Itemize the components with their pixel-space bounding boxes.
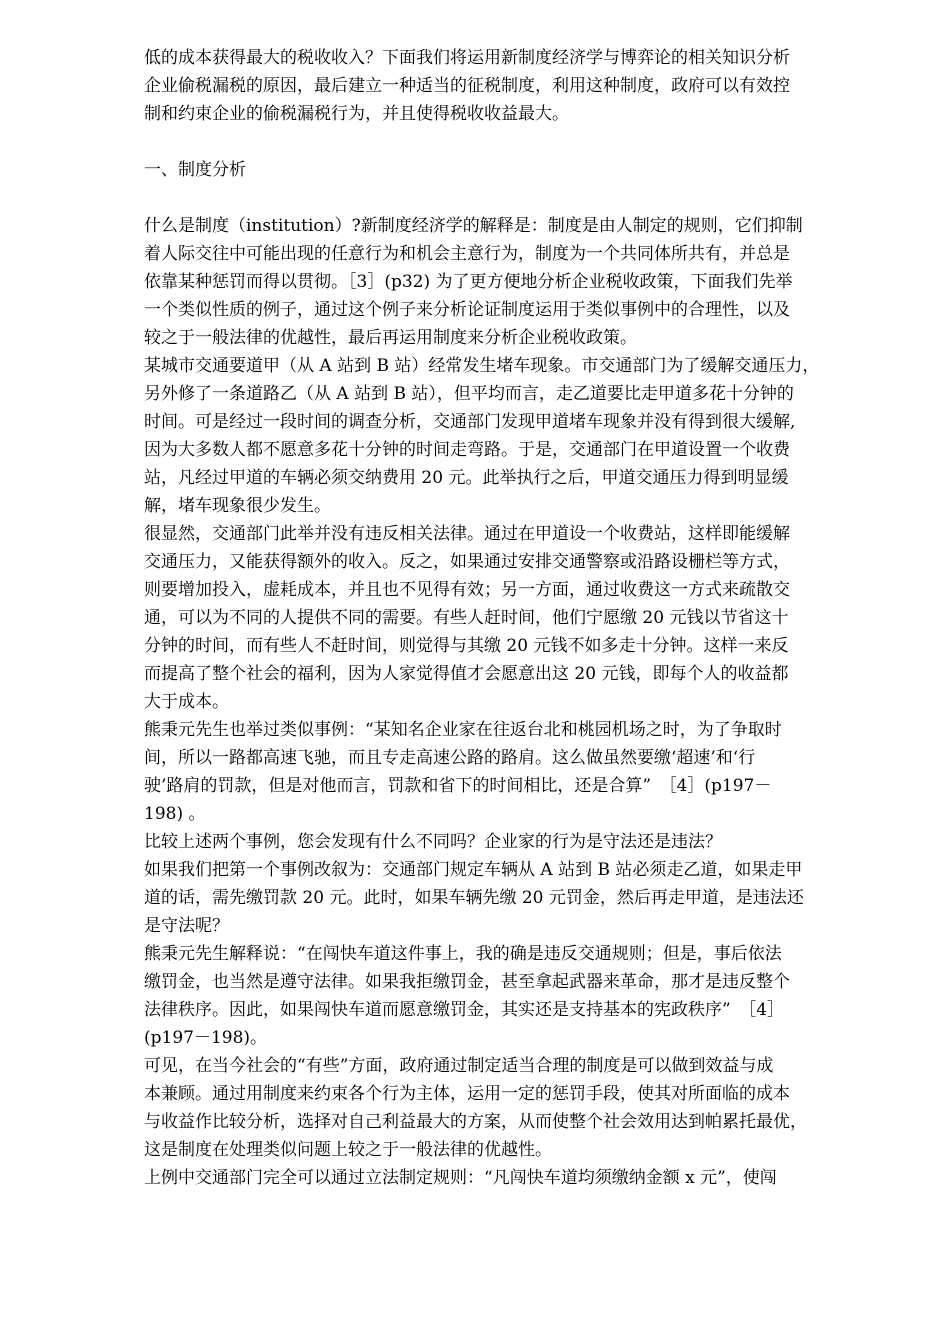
text-line: 依靠某种惩罚而得以贯彻。［3］(p32) 为了更方便地分析企业税收政策，下面我们先举 xyxy=(144,272,793,292)
text-line: 熊秉元先生解释说：“在闯快车道这件事上，我的确是违反交通规则；但是，事后依法 xyxy=(144,944,782,964)
text-line: 企业偷税漏税的原因，最后建立一种适当的征税制度，利用这种制度，政府可以有效控 xyxy=(144,76,790,96)
spacer xyxy=(144,184,889,212)
text-line: 上例中交通部门完全可以通过立法制定规则：“凡闯快车道均须缴纳金额 x 元”，使闯 xyxy=(144,1168,777,1188)
text-line: 什么是制度（institution）?新制度经济学的解释是：制度是由人制定的规则，它们抑制 xyxy=(144,216,803,236)
text-line: 很显然，交通部门此举并没有违反相关法律。通过在甲道设一个收费站，这样即能缓解 xyxy=(144,524,790,544)
text-line: 是守法呢？ xyxy=(144,916,229,936)
text-line: 驶’路肩的罚款，但是对他而言，罚款和省下的时间相比，还是合算” ［4］(p197－ xyxy=(144,776,772,796)
text-line: 解，堵车现象很少发生。 xyxy=(144,496,331,516)
text-line: 因为大多数人都不愿意多花十分钟的时间走弯路。于是，交通部门在甲道设置一个收费 xyxy=(144,440,790,460)
text-line: 分钟的时间，而有些人不赶时间，则觉得与其缴 20 元钱不如多走十分钟。这样一来反 xyxy=(144,636,789,656)
paragraph-rule-proposal xyxy=(144,1164,889,1192)
paragraph-xiong-explanation xyxy=(144,940,889,1052)
paragraph-comparison-question xyxy=(144,828,889,856)
text-line: 较之于一般法律的优越性，最后再运用制度来分析企业税收政策。 xyxy=(144,328,637,348)
paragraph-restated-example xyxy=(144,856,889,940)
text-line: 交通压力，又能获得额外的收入。反之，如果通过安排交通警察或沿路设栅栏等方式， xyxy=(144,552,790,572)
text-line: 本兼顾。通过用制度来约束各个行为主体，运用一定的惩罚手段，使其对所面临的成本 xyxy=(144,1084,790,1104)
text-line: 法律秩序。因此，如果闯快车道而愿意缴罚金，其实还是支持基本的宪政秩序” ［4］ xyxy=(144,1000,785,1020)
text-line: 如果我们把第一个事例改叙为：交通部门规定车辆从 A 站到 B 站必须走乙道，如果走甲 xyxy=(144,860,803,880)
text-line: 一个类似性质的例子，通过这个例子来分析论证制度运用于类似事例中的合理性，以及 xyxy=(144,300,790,320)
text-line: 这是制度在处理类似问题上较之于一般法律的优越性。 xyxy=(144,1140,552,1160)
text-line: 道的话，需先缴罚款 20 元。此时，如果车辆先缴 20 元罚金，然后再走甲道，是违法还 xyxy=(144,888,804,908)
text-line: 缴罚金，也当然是遵守法律。如果我拒缴罚金，甚至拿起武器来革命，那才是违反整个 xyxy=(144,972,790,992)
document-page xyxy=(144,44,889,1192)
text-line: 则要增加投入，虚耗成本，并且也不见得有效；另一方面，通过收费这一方式来疏散交 xyxy=(144,580,790,600)
text-line: 间，所以一路都高速飞驰，而且专走高速公路的路肩。这么做虽然要缴‘超速’和‘行 xyxy=(144,748,756,768)
text-line: 可见，在当今社会的“有些”方面，政府通过制定适当合理的制度是可以做到效益与成 xyxy=(144,1056,774,1076)
spacer xyxy=(144,128,889,156)
section-heading: 一、制度分析 xyxy=(144,160,246,180)
text-line: 时间。可是经过一段时间的调查分析，交通部门发现甲道堵车现象并没有得到很大缓解, xyxy=(144,412,796,432)
text-line: 198) 。 xyxy=(144,804,206,824)
text-line: 某城市交通要道甲（从 A 站到 B 站）经常发生堵车现象。市交通部门为了缓解交通压力， xyxy=(144,356,820,376)
paragraph-institution-definition xyxy=(144,212,889,352)
text-line: 另外修了一条道路乙（从 A 站到 B 站），但平均而言，走乙道要比走甲道多花十分钟的 xyxy=(144,384,794,404)
text-line: 低的成本获得最大的税收收入？下面我们将运用新制度经济学与博弈论的相关知识分析 xyxy=(144,48,790,68)
text-line: 站，凡经过甲道的车辆必须交纳费用 20 元。此举执行之后，甲道交通压力得到明显缓 xyxy=(144,468,789,488)
text-line: 通，可以为不同的人提供不同的需要。有些人赶时间，他们宁愿缴 20 元钱以节省这十 xyxy=(144,608,789,628)
paragraph-traffic-example xyxy=(144,352,889,520)
paragraph-conclusion xyxy=(144,1052,889,1164)
text-line: 而提高了整个社会的福利，因为人家觉得值才会愿意出这 20 元钱，即每个人的收益都 xyxy=(144,664,789,684)
text-line: 比较上述两个事例，您会发现有什么不同吗？企业家的行为是守法还是违法？ xyxy=(144,832,722,852)
text-line: (p197－198)。 xyxy=(144,1028,268,1048)
text-line: 大于成本。 xyxy=(144,692,229,712)
intro-paragraph xyxy=(144,44,889,128)
text-line: 熊秉元先生也举过类似事例：“某知名企业家在往返台北和桃园机场之时，为了争取时 xyxy=(144,720,782,740)
paragraph-xiong-example xyxy=(144,716,889,828)
text-line: 与收益作比较分析，选择对自己利益最大的方案，从而使整个社会效用达到帕累托最优， xyxy=(144,1112,807,1132)
text-line: 着人际交往中可能出现的任意行为和机会主意行为，制度为一个共同体所共有，并总是 xyxy=(144,244,790,264)
text-line: 制和约束企业的偷税漏税行为，并且使得税收收益最大。 xyxy=(144,104,569,124)
paragraph-toll-analysis xyxy=(144,520,889,716)
